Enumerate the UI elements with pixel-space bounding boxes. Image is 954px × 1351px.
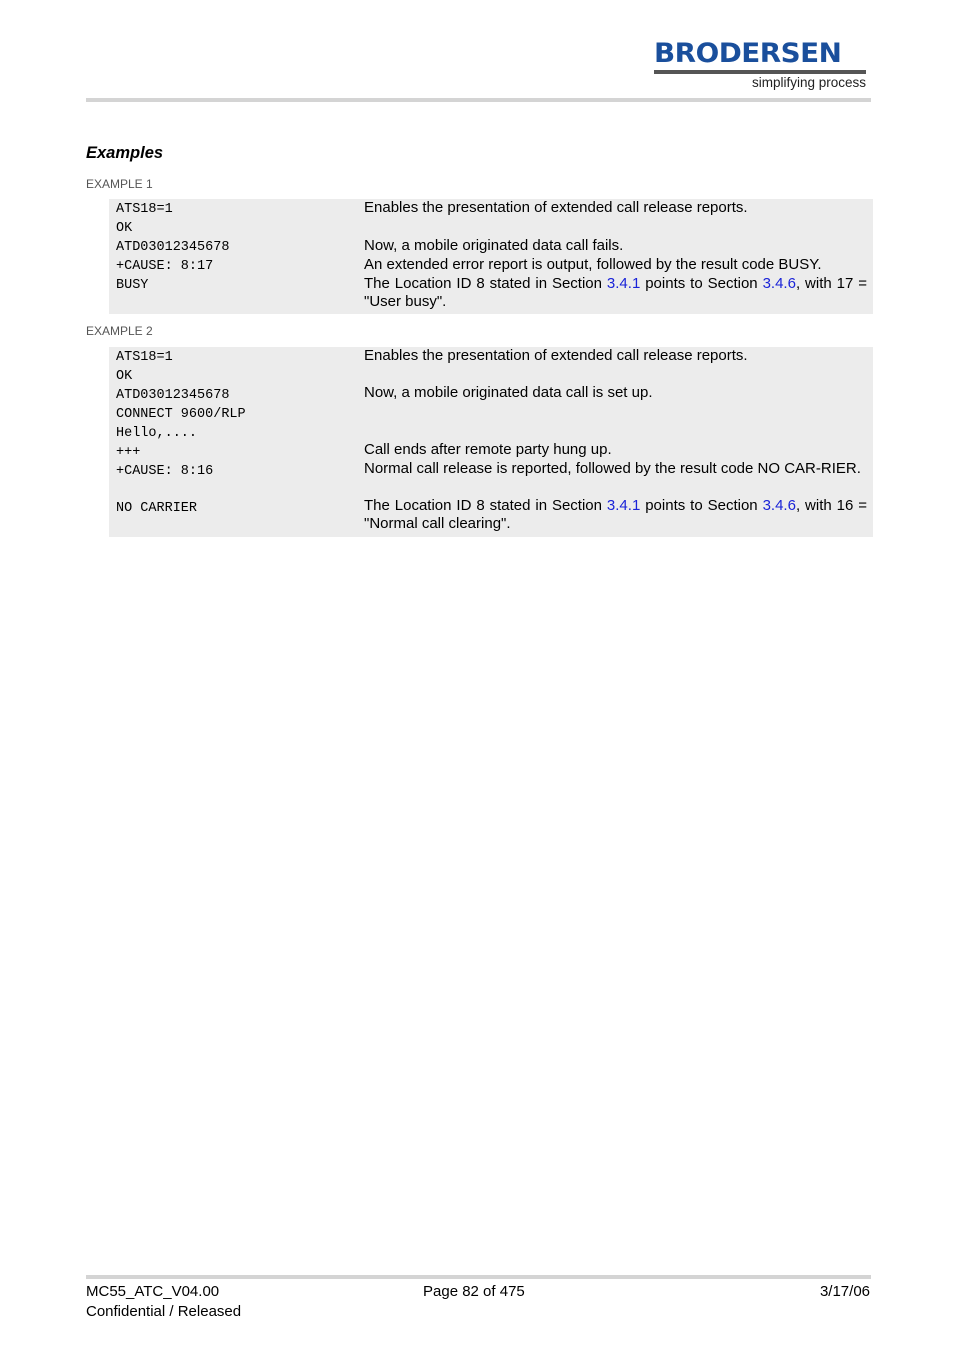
description [364, 275, 867, 311]
description-text: The Location ID 8 stated in Section [364, 275, 607, 292]
description-text: , with 16 = "Normal call clearing". [364, 497, 867, 532]
logo-name: BRODERSEN [654, 38, 842, 69]
code-line: NO CARRIER [116, 501, 198, 516]
logo-bar [654, 70, 866, 74]
code-line: +CAUSE: 8:17 [116, 259, 214, 274]
section-link-3-4-1[interactable]: 3.4.1 [606, 497, 641, 514]
description-text: The Location ID 8 stated in Section [364, 497, 607, 514]
code-line: ATD03012345678 [116, 388, 230, 403]
description [364, 497, 867, 533]
logo-tagline: simplifying process [751, 75, 866, 90]
example-1-box [109, 199, 873, 314]
code-line: ATD03012345678 [116, 240, 230, 255]
example-1-label: EXAMPLE 1 [86, 177, 153, 191]
section-title: Examples [86, 144, 164, 162]
code-line: OK [116, 369, 133, 384]
description: Now, a mobile originated data call is set up. [364, 384, 653, 401]
description-text: points to Section [640, 497, 763, 514]
code-line: +++ [116, 445, 141, 460]
description-text: points to Section [640, 275, 763, 292]
code-line: BUSY [116, 278, 149, 293]
description: Enables the presentation of extended call release reports. [364, 347, 748, 364]
description: Normal call release is reported, followed by the result code NO CAR-RIER. [364, 460, 861, 477]
code-line: +CAUSE: 8:16 [116, 464, 214, 479]
header-divider [86, 98, 871, 102]
footer-page-number: Page 82 of 475 [423, 1283, 525, 1300]
brodersen-logo [652, 40, 866, 92]
description-text: , with 17 = "User busy". [364, 275, 867, 310]
footer-date: 3/17/06 [819, 1283, 870, 1300]
footer-doc-id: MC55_ATC_V04.00 [86, 1283, 220, 1300]
description: An extended error report is output, followed by the result code BUSY. [364, 256, 822, 273]
code-line: CONNECT 9600/RLP [116, 407, 246, 422]
footer-divider [86, 1275, 871, 1279]
example-2-label: EXAMPLE 2 [86, 324, 153, 338]
section-link-3-4-6[interactable]: 3.4.6 [762, 497, 796, 514]
section-link-3-4-1[interactable]: 3.4.1 [606, 275, 641, 292]
code-line: ATS18=1 [116, 350, 173, 365]
code-line: Hello,.... [116, 426, 198, 441]
description: Enables the presentation of extended call release reports. [364, 199, 748, 216]
code-line: OK [116, 221, 133, 236]
footer-status: Confidential / Released [86, 1303, 242, 1320]
section-link-3-4-6[interactable]: 3.4.6 [762, 275, 796, 292]
example-2-box [109, 347, 873, 537]
description: Call ends after remote party hung up. [364, 441, 612, 458]
description: Now, a mobile originated data call fails. [364, 237, 624, 254]
code-line: ATS18=1 [116, 202, 173, 217]
